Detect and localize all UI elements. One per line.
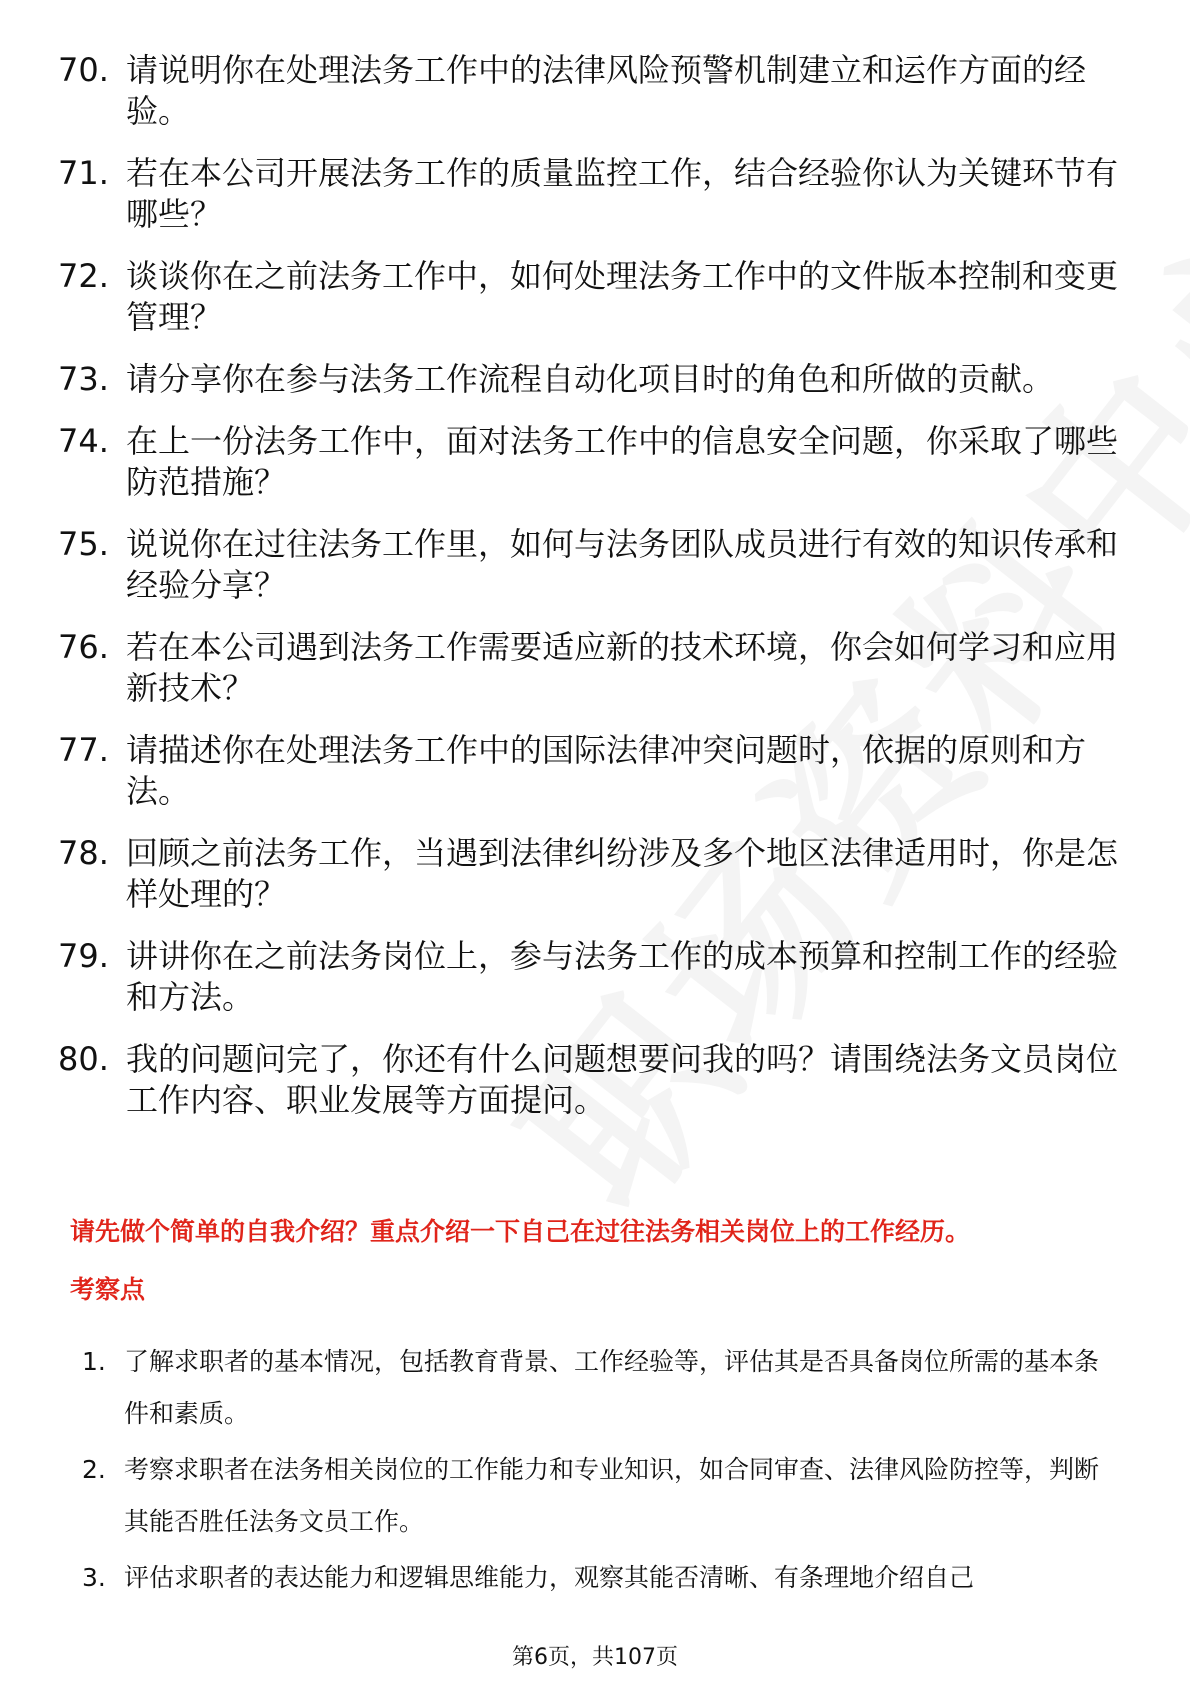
point-text: 了解求职者的基本情况，包括教育背景、工作经验等，评估其是否具备岗位所需的基本条件和素质。 [124,1347,1100,1428]
question-text: 若在本公司遇到法务工作需要适应新的技术环境，你会如何学习和应用新技术？ [126,628,1119,707]
point-text: 评估求职者的表达能力和逻辑思维能力，观察其能否清晰、有条理地介绍自己 [124,1563,975,1592]
point-text: 考察求职者在法务相关岗位的工作能力和专业知识，如合同审查、法律风险防控等，判断其能否胜任法务文员工作。 [124,1455,1100,1536]
question-text: 说说你在过往法务工作里，如何与法务团队成员进行有效的知识传承和经验分享？ [126,525,1119,604]
question-number: 71. [58,154,109,192]
question-text: 回顾之前法务工作，当遇到法律纠纷涉及多个地区法律适用时，你是怎样处理的？ [126,834,1119,913]
question-number: 77. [58,731,109,769]
question-text: 谈谈你在之前法务工作中，如何处理法务工作中的文件版本控制和变更管理？ [126,257,1119,336]
point-item [82,1552,1122,1604]
question-item [58,256,1138,338]
point-item [82,1444,1122,1548]
question-item [58,359,1138,400]
question-item [58,1039,1138,1121]
question-text: 请描述你在处理法务工作中的国际法律冲突问题时，依据的原则和方法。 [126,731,1087,810]
point-number: 1. [82,1347,106,1376]
question-list [58,50,1138,1142]
question-text: 请说明你在处理法务工作中的法律风险预警机制建立和运作方面的经验。 [126,51,1087,130]
question-number: 73. [58,360,109,398]
question-item [58,524,1138,606]
question-number: 76. [58,628,109,666]
question-number: 79. [58,937,109,975]
point-item [82,1336,1122,1440]
question-text: 我的问题问完了，你还有什么问题想要问我的吗？请围绕法务文员岗位工作内容、职业发展等方面提问。 [126,1040,1119,1119]
section-title: 请先做个简单的自我介绍？重点介绍一下自己在过往法务相关岗位上的工作经历。 [70,1217,971,1246]
question-text: 讲讲你在之前法务岗位上，参与法务工作的成本预算和控制工作的经验和方法。 [126,937,1119,1016]
question-item [58,627,1138,709]
point-list [82,1336,1122,1608]
question-item [58,50,1138,132]
question-item [58,833,1138,915]
question-item [58,936,1138,1018]
question-item [58,153,1138,235]
question-item [58,421,1138,503]
question-text: 若在本公司开展法务工作的质量监控工作，结合经验你认为关键环节有哪些？ [126,154,1119,233]
page-footer: 第6页，共107页 [512,1645,678,1670]
question-number: 74. [58,422,109,460]
question-text: 请分享你在参与法务工作流程自动化项目时的角色和所做的贡献。 [126,360,1055,398]
question-number: 80. [58,1040,109,1078]
section-subtitle: 考察点 [70,1275,146,1304]
question-item [58,730,1138,812]
point-number: 3. [82,1563,106,1592]
question-number: 72. [58,257,109,295]
question-text: 在上一份法务工作中，面对法务工作中的信息安全问题，你采取了哪些防范措施？ [126,422,1119,501]
question-number: 75. [58,525,109,563]
question-number: 70. [58,51,109,89]
question-number: 78. [58,834,109,872]
point-number: 2. [82,1455,106,1484]
